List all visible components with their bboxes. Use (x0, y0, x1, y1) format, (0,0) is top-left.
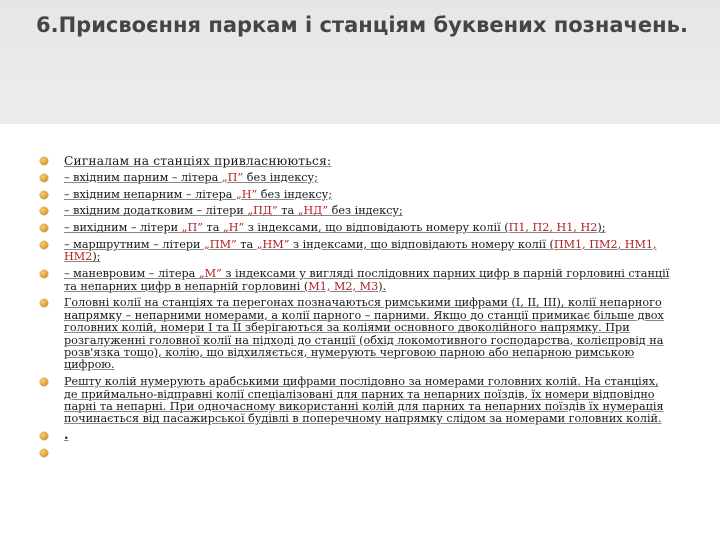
bullet-text: та (236, 237, 257, 251)
bullet-item (36, 222, 670, 234)
bullet-text: без індексу; (257, 187, 332, 201)
bullet-item (36, 268, 670, 293)
bullet-item (36, 430, 670, 442)
signal-letter: „П” (221, 170, 244, 184)
bullet-item (36, 155, 670, 167)
bullet-text: Головні колії на станціях та перегонах позначаються римськими цифрами (І, ІІ, ІІІ), колії непарного напрямку – непарними номерами, а колії парного – парними. Якщо до станції примикає більше двох головних колій, номери І та ІІ зберігаються за коліями основного двоколійного напрямку. При розгалуженні головної колії на підході до станції (обхід локомотивного господарства, колієпровід на розв'язка тощо), колію, що відхиляється, нумерують черговою парною або непарною римською цифрою. (64, 296, 664, 372)
bullet-text: та (277, 204, 298, 218)
bullet-text: ); (597, 221, 606, 235)
bullet-text: з індексами, що відповідають номеру колії ( (289, 237, 554, 251)
signal-index-list: ПМ1, ПМ2, НМ1, НМ2 (64, 237, 657, 264)
signal-letter: „М” (198, 267, 222, 281)
bullet-text: – вхідним парним – літера (64, 170, 222, 184)
bullet-list (36, 155, 670, 443)
bullet-text: – вхідним непарним – літера (64, 187, 236, 201)
bullet-item (36, 297, 670, 371)
bullet-item (36, 239, 670, 264)
slide-title: 6.Присвоєння паркам і станціям буквених позначень. (36, 13, 688, 37)
bullet-text: ). (378, 279, 387, 293)
slide-content (36, 155, 670, 447)
bullet-text: Решту колій нумерують арабськими цифрами послідовно за номерами головних колій. На станціях, де приймально-відправні колії спеціалізовані для парних та непарних поїздів, їх номери відповідно парні та непарні. При одночасному використанні колій для парних та непарних поїздів їх нумерація починається від пасажирської будівлі в поперечному напрямку слідом за номерами головних колій. (64, 375, 664, 426)
signal-letter: „НМ” (256, 237, 290, 251)
bullet-item (36, 172, 670, 184)
signal-index-list: М1, М2, М3 (308, 279, 379, 293)
bullet-text: – маршрутним – літери (64, 237, 205, 251)
bullet-item (36, 189, 670, 201)
bullet-text: з індексами у вигляді послідовних парних цифр в парній горловині станції та непарних цифр в непарній горловині ( (64, 267, 670, 293)
bullet-text: – вихідним – літери (64, 221, 182, 235)
bullet-text: без індексу; (243, 170, 318, 184)
bullet-item (36, 205, 670, 217)
bullet-text: ); (92, 250, 101, 264)
signal-letter: „НД” (297, 204, 329, 218)
bullet-text: без індексу; (328, 204, 403, 218)
bullet-text: – маневровим – літера (64, 267, 199, 281)
bullet-text: . (64, 428, 69, 444)
signal-letter: „ПМ” (204, 237, 237, 251)
bullet-text: – вхідним додатковим – літери (64, 204, 248, 218)
bullet-text: Сигналам на станціях привласнюються: (64, 154, 332, 168)
signal-letter: „Н” (222, 221, 245, 235)
signal-letter: „П” (181, 221, 203, 235)
bullet-item (36, 376, 670, 426)
signal-letter: „Н” (235, 187, 258, 201)
bullet-text: з індексами, що відповідають номеру колії ( (244, 221, 509, 235)
bullet-text: та (202, 221, 223, 235)
signal-index-list: П1, П2, Н1, Н2 (508, 221, 598, 235)
signal-letter: „ПД” (247, 204, 278, 218)
